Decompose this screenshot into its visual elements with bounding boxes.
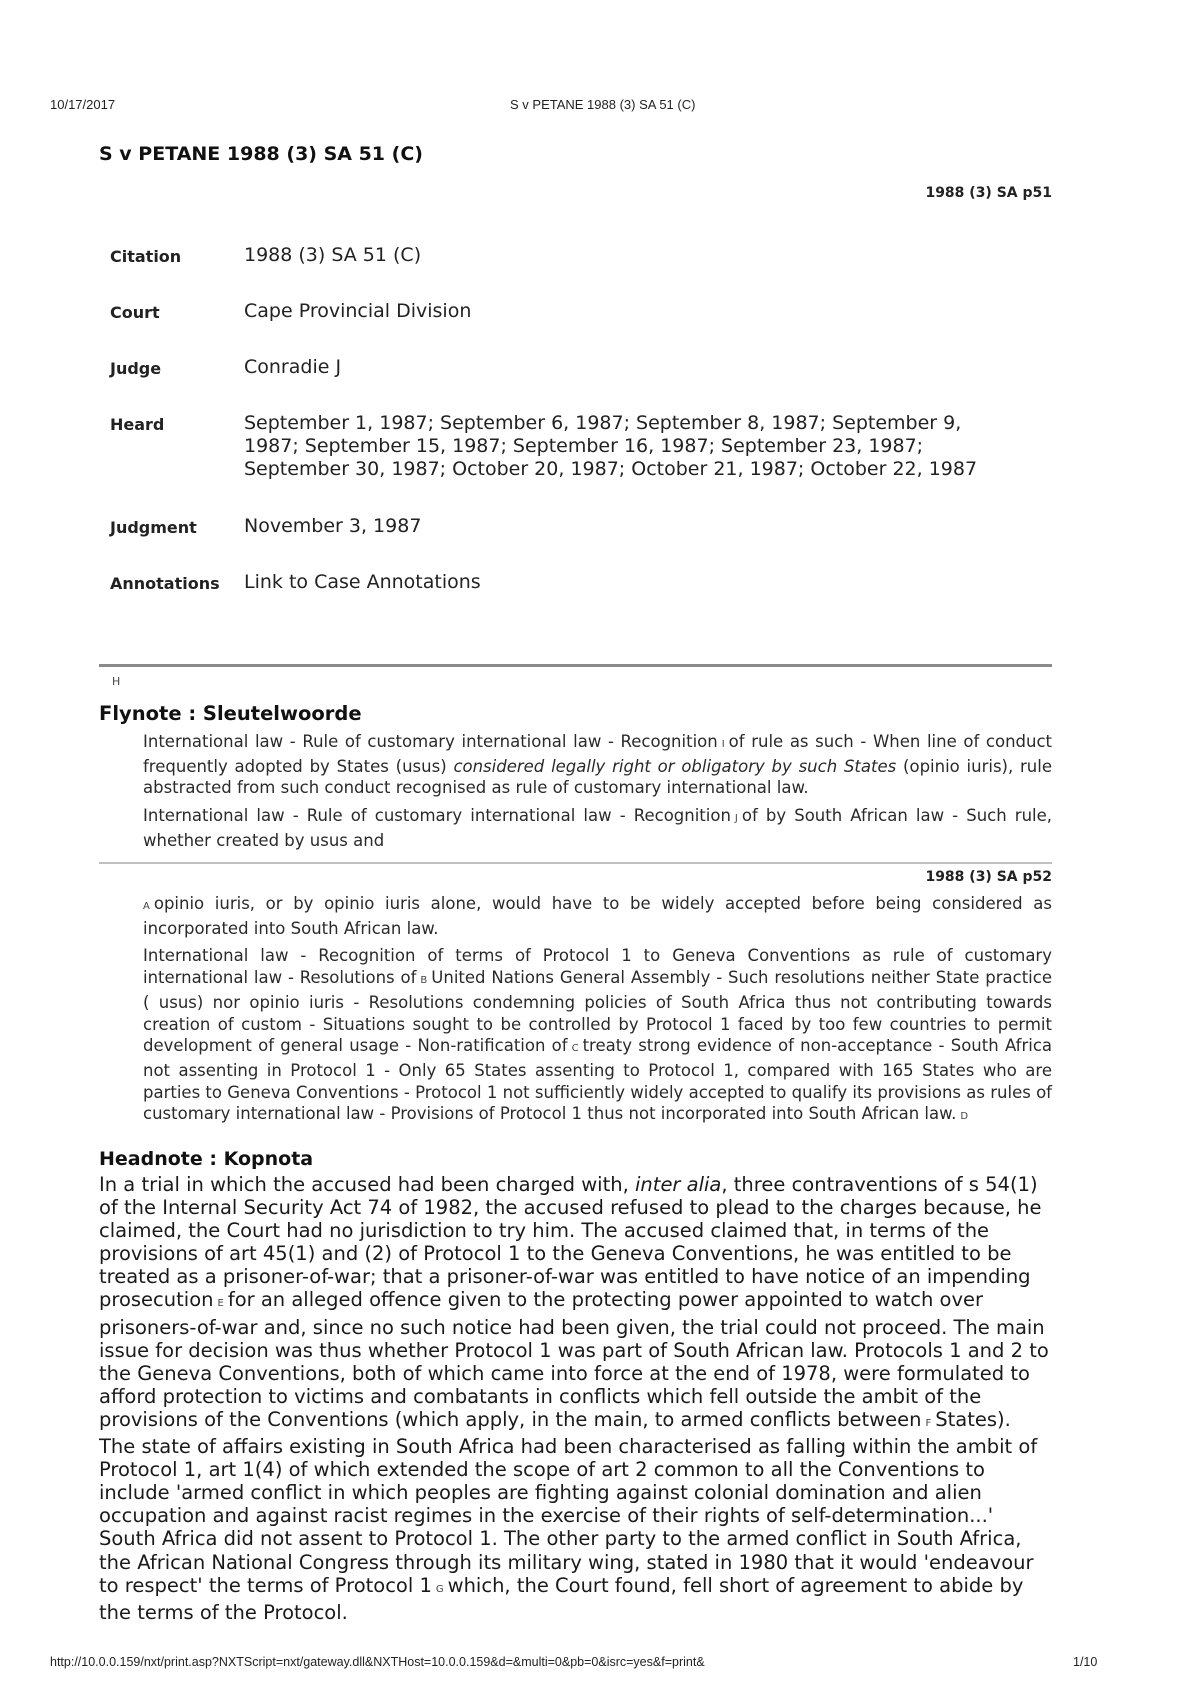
- margin-letter-h: H: [112, 675, 121, 688]
- flynote-paragraph: International law - Recognition of terms of Protocol 1 to Geneva Conventions as rule of customary international law - Resolutions of B United Nations General Assembly - Such resolutions neither State practice ( usus) nor opinio iuris - Resolutions condemning policies of South Africa thus not contributing towards creation of custom - Situations sought to be controlled by Protocol 1 faced by too few countries to permit development of general usage - Non-ratification of C treaty strong evidence of non-acceptance - South Africa not assenting in Protocol 1 - Only 65 States assenting to Protocol 1, compared with 165 States who are parties to Geneva Conventions - Protocol 1 not sufficiently widely accepted to qualify its provisions as rules of customary international law - Provisions of Protocol 1 thus not incorporated into South African law. D: [143, 946, 1052, 1124]
- case-title: S v PETANE 1988 (3) SA 51 (C): [99, 143, 423, 165]
- margin-letter-f: F: [925, 1417, 932, 1429]
- headnote-heading: Headnote : Kopnota: [99, 1148, 314, 1170]
- judgment-row: [110, 515, 1030, 538]
- citation-value: 1988 (3) SA 51 (C): [244, 244, 422, 266]
- judge-row: [110, 356, 1030, 379]
- heard-line: 1987; September 15, 1987; September 16, 1987; September 23, 1987;: [244, 435, 924, 457]
- page-break-divider: [99, 862, 1052, 864]
- headnote-paragraph: In a trial in which the accused had been charged with, inter alia, three contraventions of s 54(1) of the Internal Security Act 74 of 1982, the accused refused to plead to the charges because, he claimed, the Court had no jurisdiction to try him. The accused claimed that, in terms of the provisions of art 45(1) and (2) of Protocol 1 to the Geneva Conventions, he was entitled to be treated as a prisoner-of-war; that a prisoner-of-war was entitled to have notice of an impending prosecution E for an alleged offence given to the protecting power appointed to watch over prisoners-of-war and, since no such notice had been given, the trial could not proceed. The main issue for decision was thus whether Protocol 1 was part of South African law. Protocols 1 and 2 to the Geneva Conventions, both of which came into force at the end of 1978, were formulated to afford protection to victims and combatants in conflicts which fell outside the ambit of the provisions of the Conventions (which apply, in the main, to armed conflicts between F States). The state of affairs existing in South Africa had been characterised as falling within the ambit of Protocol 1, art 1(4) of which extended the scope of art 2 common to all the Conventions to include 'armed conflict in which peoples are fighting against colonial domination and alien occupation and against racist regimes in the exercise of their rights of self-determination...' South Africa did not assent to Protocol 1. The other party to the armed conflict in South Africa, the African National Congress through its military wing, stated in 1980 that it would 'endeavour to respect' the terms of Protocol 1 G which, the Court found, fell short of agreement to abide by the terms of the Protocol.: [99, 1173, 1049, 1624]
- court-value: Cape Provincial Division: [244, 300, 472, 322]
- citation-row: [110, 244, 1030, 267]
- margin-letter-a: A: [143, 901, 150, 912]
- margin-letter-g: G: [435, 1583, 444, 1595]
- margin-letter-d: D: [960, 1111, 969, 1123]
- section-divider: [99, 664, 1052, 667]
- page-reference-p51: 1988 (3) SA p51: [925, 185, 1052, 201]
- margin-letter-e: E: [217, 1298, 224, 1310]
- page-reference-p52: 1988 (3) SA p52: [925, 869, 1052, 885]
- heard-row: [110, 412, 1030, 481]
- annotations-row: [110, 571, 1030, 594]
- citation-label: Citation: [110, 247, 182, 266]
- heard-value: [244, 412, 1030, 481]
- flynote-heading: Flynote : Sleutelwoorde: [99, 702, 362, 725]
- heard-label: Heard: [110, 415, 165, 434]
- flynote-block-p52: [143, 893, 1052, 1134]
- flynote-block-p51: [143, 731, 1052, 858]
- annotations-label: Annotations: [110, 574, 220, 593]
- print-date: 10/17/2017: [50, 97, 116, 112]
- flynote-paragraph: International law - Rule of customary international law - Recognition I of rule as such - When line of conduct frequently adopted by States (usus) considered legally right or obligatory by such States (opinio iuris), rule abstracted from such conduct recognised as rule of customary international law.: [143, 732, 1053, 798]
- margin-letter-i: I: [721, 739, 725, 750]
- margin-letter-b: B: [420, 975, 428, 987]
- court-row: [110, 300, 1030, 323]
- print-page-number: 1/10: [1073, 1655, 1098, 1669]
- margin-letter-c: C: [571, 1043, 579, 1055]
- judgment-value: November 3, 1987: [244, 515, 422, 537]
- judge-value: Conradie J: [244, 356, 342, 378]
- judgment-label: Judgment: [110, 518, 197, 537]
- heard-line: September 1, 1987; September 6, 1987; September 8, 1987; September 9,: [244, 412, 962, 434]
- flynote-paragraph: International law - Rule of customary international law - Recognition J of by South African law - Such rule, whether created by usus and: [143, 806, 1053, 850]
- court-label: Court: [110, 303, 160, 322]
- print-header-title: S v PETANE 1988 (3) SA 51 (C): [510, 97, 696, 112]
- case-annotations-link[interactable]: Link to Case Annotations: [244, 571, 481, 593]
- judge-label: Judge: [110, 359, 162, 378]
- headnote-body: [99, 1173, 1052, 1624]
- print-footer-url: http://10.0.0.159/nxt/print.asp?NXTScript=nxt/gateway.dll&NXTHost=10.0.0.159&d=&multi=0&pb=0&isrc=yes&f=print&: [50, 1655, 705, 1669]
- flynote-paragraph: A opinio iuris, or by opinio iuris alone, would have to be widely accepted before being considered as incorporated into South African law.: [143, 894, 1052, 938]
- margin-letter-j: J: [734, 813, 738, 825]
- heard-line: September 30, 1987; October 20, 1987; October 21, 1987; October 22, 1987: [244, 458, 978, 480]
